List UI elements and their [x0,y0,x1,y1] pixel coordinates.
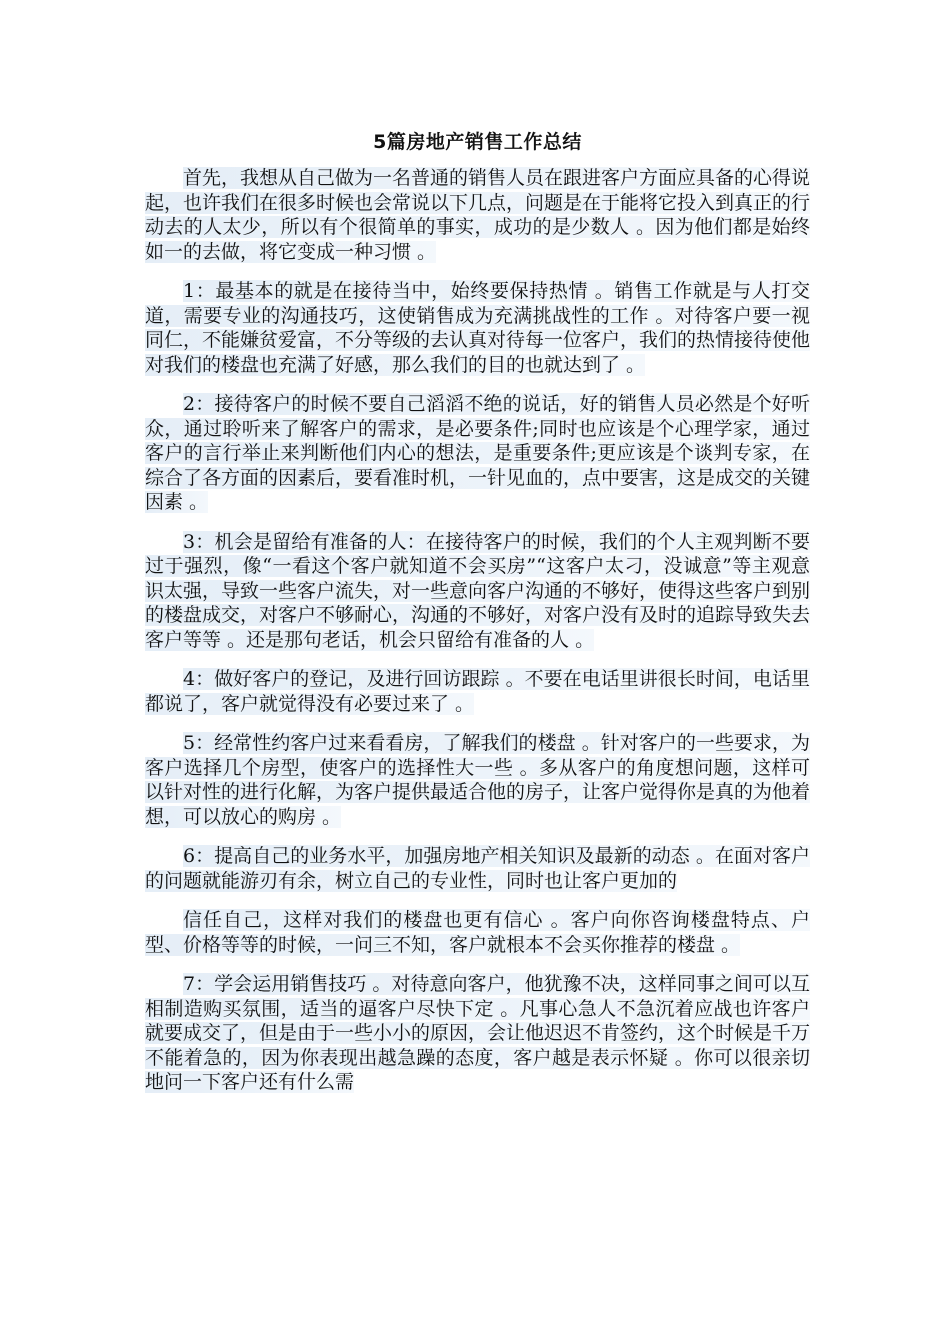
paragraph-text: 5：经常性约客户过来看看房，了解我们的楼盘 。针对客户的一些要求，为客户选择几个房型，使客户的选择性大一些 。多从客户的角度想问题，这样可以针对性的进行化解，为客户提供最适合他的房子，让客户觉得你是真的为他着想，可以放心的购房 。 [145,732,811,828]
paragraph-text: 7：学会运用销售技巧 。对待意向客户，他犹豫不决，这样同事之间可以互相制造购买氛围，适当的逼客户尽快下定 。凡事心急人不急沉着应战也许客户就要成交了，但是由于一些小小的原因，会让他迟迟不肯签约，这个时候是千万不能着急的，因为你表现出越急躁的态度，客户越是表示怀疑 。你可以很亲切地问一下客户还有什么需 [145,973,811,1093]
paragraph-point-3 [145,530,810,653]
paragraph-point-2 [145,392,810,515]
paragraph-text: 信任自己，这样对我们的楼盘也更有信心 。客户向你咨询楼盘特点、户型、价格等等的时候，一问三不知，客户就根本不会买你推荐的楼盘 。 [145,909,810,956]
document-body [145,128,810,1110]
document-title: 5篇房地产销售工作总结 [373,131,582,153]
paragraph-text: 4：做好客户的登记，及进行回访跟踪 。不要在电话里讲很长时间，电话里都说了，客户就觉得没有必要过来了 。 [145,668,810,715]
paragraph-point-6 [145,844,810,893]
paragraph-text: 6：提高自己的业务水平，加强房地产相关知识及最新的动态 。在面对客户的问题就能游刃有余，树立自己的专业性，同时也让客户更加的 [145,845,810,892]
paragraph-point-4 [145,667,810,716]
paragraph-point-7 [145,972,810,1095]
paragraph-text: 2：接待客户的时候不要自己滔滔不绝的说话，好的销售人员必然是个好听众，通过聆听来了解客户的需求，是必要条件;同时也应该是个心理学家，通过客户的言行举止来判断他们内心的想法，是重要条件;更应该是个谈判专家，在综合了各方面的因素后，要看准时机，一针见血的，点中要害，这是成交的关键因素 。 [145,393,811,513]
paragraph-point-5 [145,731,810,829]
paragraph-point-6-continued [145,908,810,957]
paragraph-intro [145,166,810,264]
paragraph-text: 3：机会是留给有准备的人：在接待客户的时候，我们的个人主观判断不要过于强烈，像“一看这个客户就知道不会买房”“这客户太刁，没诚意”等主观意识太强，导致一些客户流失，对一些意向客户沟通的不够好，使得这些客户到别的楼盘成交，对客户不够耐心，沟通的不够好，对客户没有及时的追踪导致失去客户等等 。还是那句老话，机会只留给有准备的人 。 [145,530,811,651]
paragraph-point-1 [145,279,810,377]
paragraph-text: 1：最基本的就是在接待当中，始终要保持热情 。销售工作就是与人打交道，需要专业的沟通技巧，这使销售成为充满挑战性的工作 。对待客户要一视同仁，不能嫌贫爱富，不分等级的去认真对待每一位客户，我们的热情接待使他对我们的楼盘也充满了好感，那么我们的目的也就达到了 。 [145,280,811,376]
paragraph-text: 首先，我想从自己做为一名普通的销售人员在跟进客户方面应具备的心得说起，也许我们在很多时候也会常说以下几点，问题是在于能将它投入到真正的行动去的人太少，所以有个很简单的事实，成功的是少数人 。因为他们都是始终如一的去做，将它变成一种习惯 。 [145,167,811,263]
